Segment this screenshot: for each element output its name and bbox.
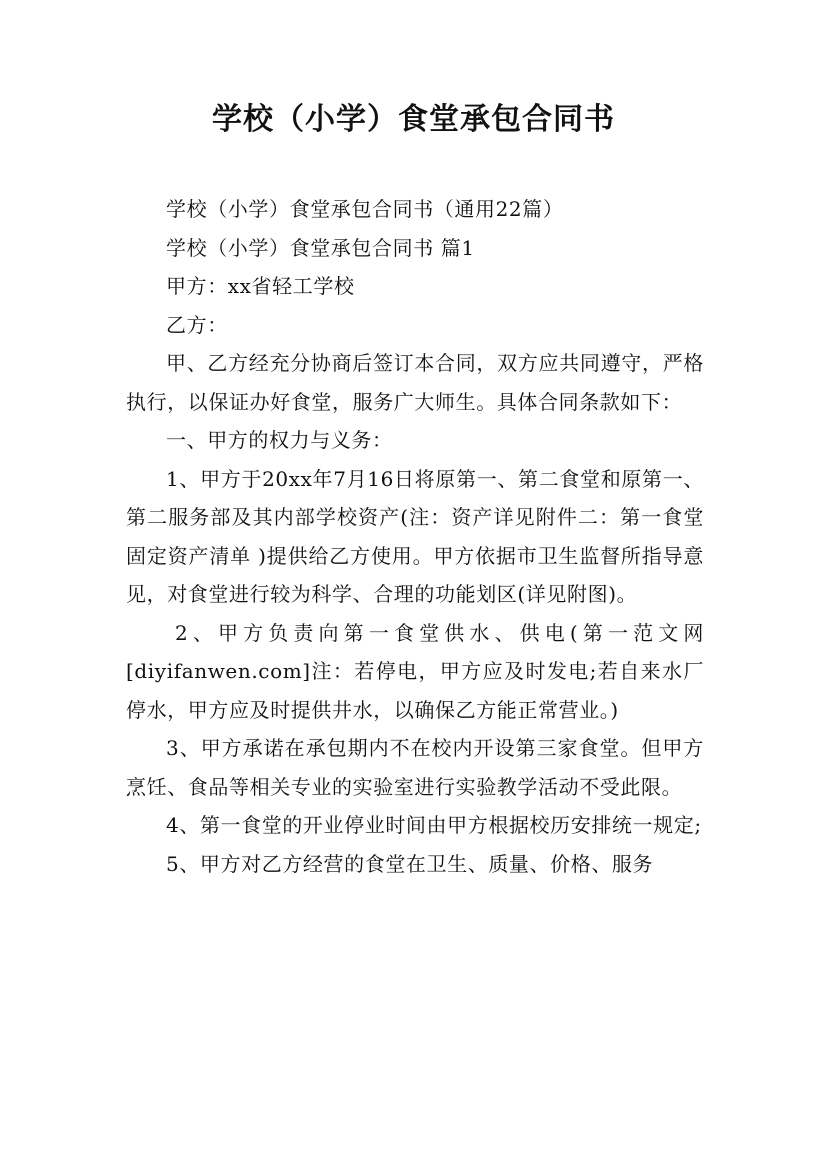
paragraph-clause-5: 5、甲方对乙方经营的食堂在卫生、质量、价格、服务 — [166, 851, 654, 876]
document-body — [126, 190, 704, 883]
paragraph-party-a: 甲方：xx省轻工学校 — [166, 274, 355, 298]
document-title: 学校（小学）食堂承包合同书 — [212, 102, 615, 137]
paragraph-clause-1: 1、甲方于20xx年7月16日将原第一、第二食堂和原第一、第二服务部及其内部学校资产(注：资产详见附件二：第一食堂固定资产清单 )提供给乙方使用。甲方依据市卫生监督所指导意见，对食堂进行较为科学、合理的功能划区(详见附图)。 — [126, 466, 704, 606]
paragraph-clause-3: 3、甲方承诺在承包期内不在校内开设第三家食堂。但甲方烹饪、食品等相关专业的实验室进行实验教学活动不受此限。 — [126, 736, 704, 799]
paragraph-subtitle: 学校（小学）食堂承包合同书（通用22篇） — [166, 197, 564, 221]
paragraph-section-heading: 学校（小学）食堂承包合同书 篇1 — [166, 235, 475, 260]
paragraph-clause-4: 4、第一食堂的开业停业时间由甲方根据校历安排统一规定; — [166, 813, 702, 837]
paragraph-party-b: 乙方： — [166, 312, 228, 337]
paragraph-clause-heading: 一、甲方的权力与义务： — [166, 428, 393, 452]
paragraph-preamble: 甲、乙方经充分协商后签订本合同，双方应共同遵守，严格执行，以保证办好食堂，服务广大师生。具体合同条款如下： — [126, 351, 704, 414]
paragraph-clause-2: 2、甲方负责向第一食堂供水、供电(第一范文网[diyifanwen.com]注：若停电，甲方应及时发电;若自来水厂停水，甲方应及时提供井水，以确保乙方能正常营业。) — [126, 620, 704, 722]
